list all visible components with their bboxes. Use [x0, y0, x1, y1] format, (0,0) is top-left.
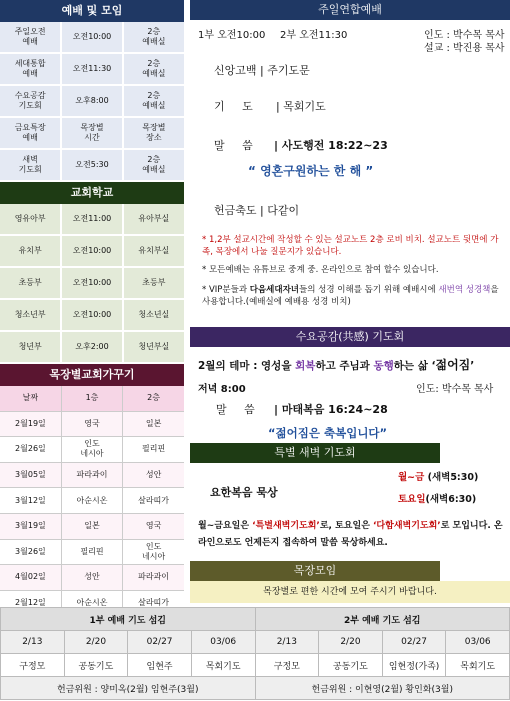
roster-cell: 2/13 — [255, 631, 319, 654]
table-cell: 새벽 기도회 — [0, 149, 61, 181]
wednesday-word-label: 말 씀 — [216, 403, 255, 416]
table-cell: 3월19일 — [0, 513, 61, 539]
prayer-value: | 목회기도 — [276, 100, 326, 113]
dawn-saturday: 토요일(새벽6:30) — [398, 494, 477, 505]
table-cell: 성안 — [123, 462, 184, 488]
roster-cell: 2/13 — [1, 631, 65, 654]
table-cell: 초등부 — [0, 267, 61, 299]
table-cell: 3월12일 — [0, 488, 61, 514]
table-row — [0, 539, 184, 565]
table-cell: 살라띠가 — [123, 488, 184, 514]
table-cell: 1층 — [61, 386, 122, 411]
wednesday-leader: 인도: 박수목 목사 — [416, 384, 494, 395]
table-row — [0, 513, 184, 539]
table-cell: 오전5:30 — [61, 149, 122, 181]
table-cell: 오전10:00 — [61, 299, 122, 331]
table-cell: 2층 예배실 — [123, 149, 184, 181]
roster-cell: 02/27 — [382, 631, 446, 654]
sermon-title: “ 영혼구원하는 한 해 ” — [248, 164, 374, 178]
roster-cell: 02/27 — [128, 631, 192, 654]
table-cell: 3월05일 — [0, 462, 61, 488]
roster-names-row — [1, 654, 510, 677]
table-row — [0, 22, 184, 53]
table-cell: 오전11:30 — [61, 53, 122, 85]
table-row — [0, 117, 184, 149]
table-cell: 청소년부 — [0, 299, 61, 331]
table-cell: 날짜 — [0, 386, 61, 411]
table-cell: 영유아부 — [0, 204, 61, 235]
worship-title: 예배 및 모임 — [0, 0, 184, 22]
table-cell: 성안 — [61, 565, 122, 591]
prayer-label: 기 도 — [214, 100, 253, 113]
dawn-title: 특별 새벽 기도회 — [190, 443, 440, 463]
note-sermon-notebook: * 1,2부 설교시간에 작성할 수 있는 설교노트 2층 로비 비치. 설교노트 뒷면에 가족, 목장에서 나눌 질문지가 있습니다. — [202, 235, 499, 257]
table-cell: 일본 — [123, 411, 184, 437]
prayer-roster — [0, 607, 510, 700]
group-title: 목장모임 — [190, 561, 440, 581]
left-column — [0, 0, 184, 616]
wednesday-title: 수요공감(共感) 기도회 — [190, 327, 510, 347]
table-cell: 2층 — [123, 386, 184, 411]
table-row — [0, 565, 184, 591]
roster-cell: 구정모 — [1, 654, 65, 677]
wednesday-word-value: | 마태복음 16:24~28 — [274, 403, 388, 416]
table-row — [0, 53, 184, 85]
table-cell: 필리핀 — [123, 437, 184, 463]
dawn-desc: 월~금요일은 ‘특별새벽기도회’로, 토요일은 ‘다함새벽기도회’로 모입니다. 온라인으로도 언제든지 접속하여 말씀 묵상하세요. — [198, 521, 503, 548]
table-row — [0, 149, 184, 181]
sunday-leader: 인도 : 박수목 목사 — [424, 30, 505, 41]
table-row — [0, 235, 184, 267]
group-text: 목장별로 편한 시간에 모여 주시기 바랍니다. — [263, 587, 437, 597]
table-cell: 아순시온 — [61, 590, 122, 616]
table-cell: 필리핀 — [61, 539, 122, 565]
table-cell: 오전10:00 — [61, 22, 122, 53]
table-row — [0, 204, 184, 235]
table-header-row — [0, 386, 184, 411]
table-row — [0, 299, 184, 331]
roster-cell: 목회기도 — [446, 654, 510, 677]
wednesday-sermon-title: “젊어짐은 축복입니다” — [268, 426, 388, 440]
table-cell: 유아부실 — [123, 204, 184, 235]
table-cell: 청년부 — [0, 331, 61, 363]
right-column — [190, 0, 510, 597]
table-cell: 살라띠가 — [123, 590, 184, 616]
table-cell: 파라과이 — [123, 565, 184, 591]
note-star: * — [202, 235, 209, 245]
table-cell: 청소년실 — [123, 299, 184, 331]
offering-2: 헌금위원 : 이현영(2월) 황인화(3월) — [255, 677, 510, 700]
table-cell: 인도 네시아 — [123, 539, 184, 565]
wednesday-time: 저녁 8:00 — [198, 384, 246, 395]
table-cell: 목장별 장소 — [123, 117, 184, 149]
table-cell: 오전10:00 — [61, 235, 122, 267]
table-cell: 3월26일 — [0, 539, 61, 565]
table-cell: 오후8:00 — [61, 85, 122, 117]
table-cell: 주일오전 예배 — [0, 22, 61, 53]
table-cell: 유치부실 — [123, 235, 184, 267]
table-cell: 오후2:00 — [61, 331, 122, 363]
roster-cell: 2/20 — [319, 631, 383, 654]
roster-cell: 03/06 — [191, 631, 255, 654]
table-cell: 4월02일 — [0, 565, 61, 591]
offering-1: 헌금위원 : 양미옥(2월) 임현주(3월) — [1, 677, 256, 700]
note-youtube: * 모든예배는 유튜브로 중계 중. 온라인으로 참여 할수 있습니다. — [202, 265, 439, 275]
service1-time: 1부 오전10:00 — [198, 30, 266, 41]
roster-title-1: 1부 예배 기도 섬김 — [1, 608, 256, 631]
roster-title-2: 2부 예배 기도 섬김 — [255, 608, 510, 631]
word-value: | 사도행전 18:22~23 — [274, 139, 388, 152]
dawn-name: 요한복음 묵상 — [210, 486, 278, 499]
roster-cell: 구정모 — [255, 654, 319, 677]
table-row — [0, 488, 184, 514]
visits-table — [0, 386, 184, 616]
table-cell: 금요특장 예배 — [0, 117, 61, 149]
table-row — [0, 411, 184, 437]
table-cell: 초등부 — [123, 267, 184, 299]
table-cell: 오전10:00 — [61, 267, 122, 299]
wednesday-theme: 2월의 테마 : 영성을 회복하고 주님과 동행하는 삶 ‘젊어짐’ — [198, 358, 475, 372]
note-bible: * VIP분들과 다음세대자녀들의 성경 이해를 돕기 위해 예배시에 새번역 성경책을 사용합니다.(예배실에 예배용 성경 비치) — [202, 285, 499, 307]
table-cell: 일본 — [61, 513, 122, 539]
roster-cell: 03/06 — [446, 631, 510, 654]
visits-title: 목장별교회가꾸기 — [0, 364, 184, 386]
table-cell: 수요공감 기도회 — [0, 85, 61, 117]
roster-cell: 2/20 — [64, 631, 128, 654]
table-cell: 영국 — [61, 411, 122, 437]
roster-cell: 임현주 — [128, 654, 192, 677]
table-cell: 세대통합 예배 — [0, 53, 61, 85]
table-row — [0, 462, 184, 488]
worship-table — [0, 22, 184, 182]
school-title: 교회학교 — [0, 182, 184, 204]
sunday-preacher: 설교 : 박진용 목사 — [424, 43, 505, 54]
table-cell: 영국 — [123, 513, 184, 539]
creed: 신앙고백 | 주기도문 — [214, 64, 310, 77]
table-cell: 인도 네시아 — [61, 437, 122, 463]
roster-dates-row — [1, 631, 510, 654]
table-row — [0, 437, 184, 463]
roster-cell: 공동기도 — [64, 654, 128, 677]
table-row — [0, 267, 184, 299]
school-table — [0, 204, 184, 364]
table-cell: 2층 예배실 — [123, 22, 184, 53]
table-cell: 오전11:00 — [61, 204, 122, 235]
table-cell: 2층 예배실 — [123, 53, 184, 85]
roster-cell: 공동기도 — [319, 654, 383, 677]
table-cell: 목장별 시간 — [61, 117, 122, 149]
roster-cell: 임현정(가족) — [382, 654, 446, 677]
roster-cell: 목회기도 — [191, 654, 255, 677]
table-row — [0, 331, 184, 363]
table-cell: 2층 예배실 — [123, 85, 184, 117]
table-cell: 파라과이 — [61, 462, 122, 488]
table-cell: 청년부실 — [123, 331, 184, 363]
table-cell: 2월12일 — [0, 590, 61, 616]
service2-time: 2부 오전11:30 — [280, 30, 348, 41]
word-label: 말 씀 — [214, 139, 253, 152]
offering-line: 헌금축도 | 다같이 — [214, 204, 300, 217]
table-cell: 2월19일 — [0, 411, 61, 437]
group-banner — [190, 581, 510, 603]
table-row — [0, 85, 184, 117]
sunday-title: 주일연합예배 — [190, 0, 510, 20]
table-cell: 2월26일 — [0, 437, 61, 463]
roster-table — [0, 607, 510, 700]
dawn-weekday: 월~금 (새벽5:30) — [398, 472, 479, 483]
table-cell: 아순시온 — [61, 488, 122, 514]
table-cell: 유치부 — [0, 235, 61, 267]
